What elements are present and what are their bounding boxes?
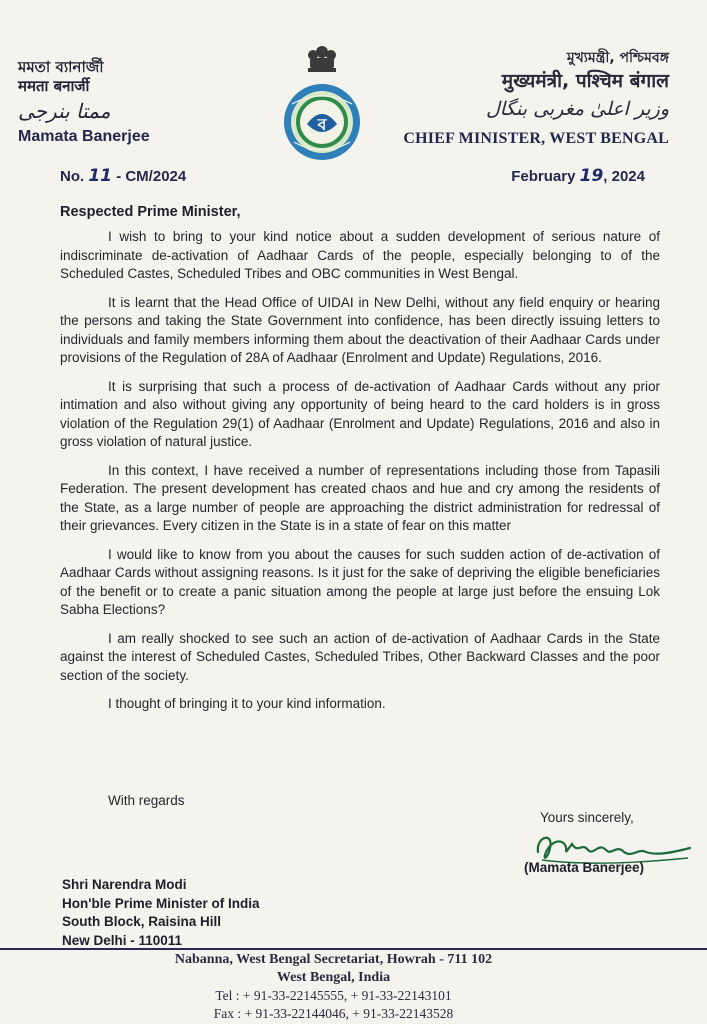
ref-number-handwritten: 11	[88, 166, 113, 186]
signatory-name: (Mamata Banerjee)	[524, 860, 645, 875]
paragraph-5: I would like to know from you about the causes for such sudden action of de-activation of Aadhaar Cards without assigning reasons. Is it just for the sake of depriving the eligible beneficiaries of the benefit or to create a panic situation among the people at large just before the ensuing Lok Sabha Elections?	[60, 546, 660, 617]
closing: With regards	[108, 793, 185, 808]
paragraph-7: I thought of bringing it to your kind information.	[108, 696, 386, 711]
paragraph-4: In this context, I have received a number of representations including those from Tapasili Federation. The present development has created chaos and hue and cry among the residents of the State, as a large number of people are approaching the district administration for redressal of their grievances. Every citizen in the State is in a state of fear on this matter	[60, 462, 660, 533]
footer-state: West Bengal, India	[276, 970, 391, 985]
paragraph-1: I wish to bring to your kind notice about a sudden development of serious nature of indiscriminate de-activation of Aadhaar Cards of the people, especially belonging to of the Scheduled Castes, Scheduled Tribes and OBC communities in West Bengal.	[60, 229, 660, 281]
footer-address: Nabanna, West Bengal Secretariat, Howrah - 711 102	[174, 952, 493, 967]
footer-divider	[0, 948, 707, 950]
salutation: Respected Prime Minister,	[60, 204, 241, 220]
paragraph-3: It is surprising that such a process of de-activation of Aadhaar Cards without any prior intimation and also without giving any opportunity of being heard to the card holders is in gross violation of the Regulation 29(1) of Aadhaar (Enrolment and Update) Regulations, 2016 and also in gross violation of natural justice.	[60, 378, 660, 449]
letterhead-left	[18, 58, 238, 146]
date-month: February	[511, 168, 576, 185]
letter-body	[60, 228, 660, 724]
reference-number	[60, 166, 186, 186]
ref-prefix: No.	[60, 168, 85, 185]
addressee-line-4: New Delhi - 110011	[62, 932, 183, 948]
svg-text:ব: ব	[317, 115, 327, 134]
paragraph-6: I am really shocked to see such an action of de-activation of Aadhaar Cards in the State against the interest of Scheduled Castes, Scheduled Tribes, Other Backward Classes and the poor section of the society.	[60, 630, 660, 683]
title-english: CHIEF MINISTER, WEST BENGAL	[403, 130, 669, 147]
name-hindi: ममता बनार्जी	[18, 77, 90, 95]
date-year: , 2024	[603, 168, 645, 185]
addressee-line-2: Hon'ble Prime Minister of India	[62, 895, 260, 911]
title-hindi: मुख्यमंत्री, पश्चिम बंगाल	[501, 70, 669, 92]
footer	[0, 951, 707, 1023]
title-urdu: وزیر اعلیٰ مغربی بنگال	[485, 98, 669, 120]
yours-sincerely: Yours sincerely,	[540, 810, 634, 825]
paragraph-2: It is learnt that the Head Office of UIDAI in New Delhi, without any field enquiry or hearing the persons and taking the State Government into confidence, has been directly issuing letters to individuals and family members informing them about the deactivation of their Aadhaar Cards under provisions of the Regulation of 28A of Aadhaar (Enrolment and Update) Regulations, 2016.	[60, 294, 660, 365]
letter-date	[511, 166, 645, 186]
state-emblem-icon	[282, 44, 362, 166]
name-bengali: মমতা ব্যানার্জী	[18, 58, 104, 76]
footer-fax: Fax : + 91-33-22144046, + 91-33-22143528	[213, 1006, 454, 1021]
addressee-line-3: South Block, Raisina Hill	[62, 914, 222, 929]
ref-suffix: - CM/2024	[116, 168, 187, 185]
footer-telephone: Tel : + 91-33-22145555, + 91-33-22143101	[215, 988, 452, 1003]
name-urdu: ممتا بنرجی	[18, 99, 111, 123]
letterhead-right	[369, 48, 669, 148]
date-day-handwritten: 19	[579, 166, 604, 186]
name-english: Mamata Banerjee	[18, 128, 150, 145]
addressee-line-1: Shri Narendra Modi	[62, 877, 187, 892]
title-bengali: মুখ্যমন্ত্রী, পশ্চিমবঙ্গ	[566, 50, 669, 66]
addressee-block	[62, 876, 259, 950]
